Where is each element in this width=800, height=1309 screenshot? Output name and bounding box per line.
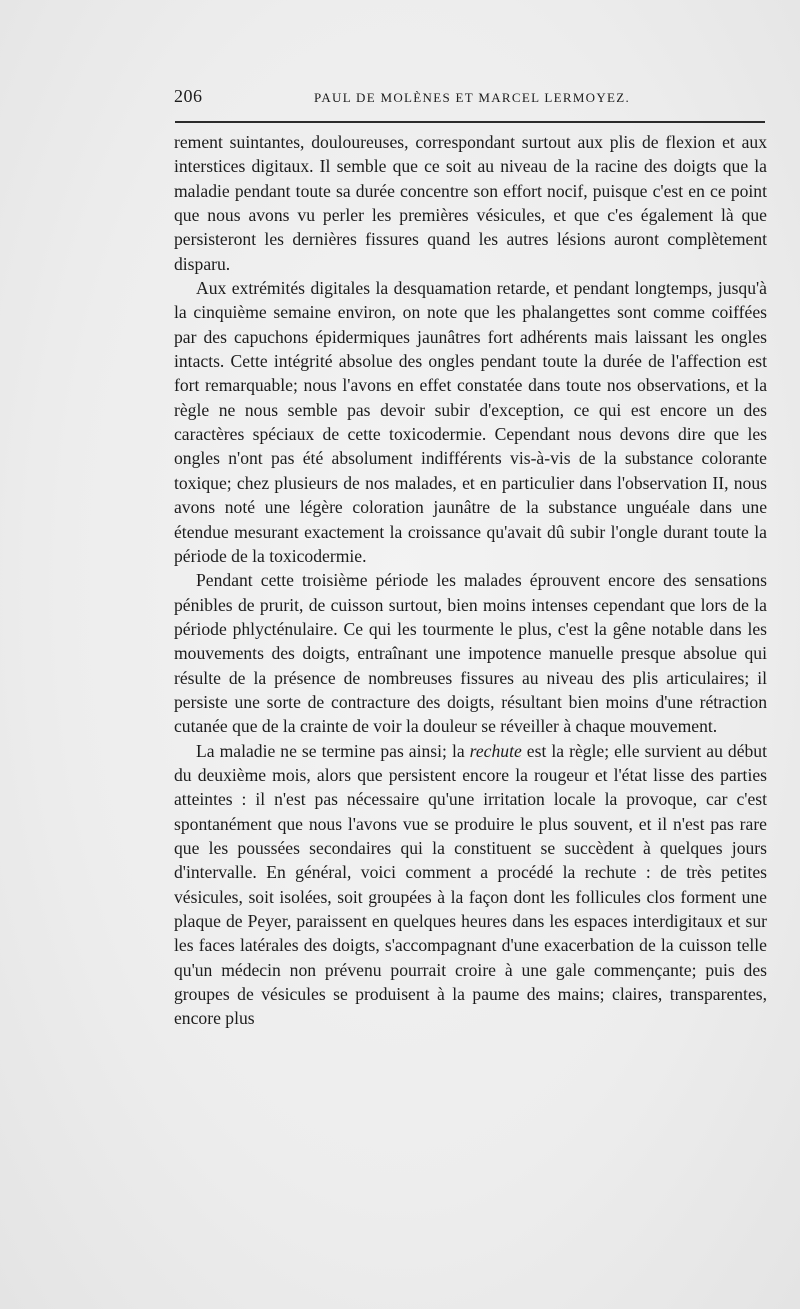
paragraph-desquamation: Aux extrémités digitales la desquamation retarde, et pendant longtemps, jusqu'à la cinquième semaine environ, on note que les phalangettes sont comme coiffées par des capuchons épidermiques jaunâtres fort adhérents mais laissant les ongles intacts. Cette intégrité absolue des ongles pendant toute la durée de l'affection est fort remarquable; nous l'avons en effet constatée dans toute nos observations, et la règle ne nous semble pas devoir subir d'exception, ce qui est encore un des caractères spéciaux de cette toxicodermie. Cependant nous devons dire que les ongles n'ont pas été absolument indifférents vis-à-vis de la substance colorante toxique; chez plusieurs de nos malades, et en particulier dans l'observation II, nous avons noté une légère coloration jaunâtre de la substance unguéale dans une étendue mesurant exactement la croissance qu'avait dû subir l'ongle durant toute la période de la toxicodermie.	[174, 278, 767, 566]
emphasis-rechute: rechute	[469, 740, 522, 761]
paragraph-relapse-text-after: est la règle; elle survient au début du deuxième mois, alors que persistent encore la rougeur et l'état lisse des parties atteintes : il n'est pas nécessaire qu'une irritation locale la provoque, car c'est spontanément que nous l'avons vue se produire le plus souvent, et il n'est pas rare que les poussées secondaires qui la constituent se succèdent à quelques jours d'intervalle. En général, voici comment a procédé la rechute : de très petites vésicules, soit isolées, soit groupées à la façon dont les follicules clos forment une plaque de Peyer, paraissent en quelques heures dans les espaces interdigitaux et sur les faces latérales des doigts, s'accompagnant d'une exacerbation de la cuisson telle qu'un médecin non prévenu pourrait croire à une gale commençante; puis des groupes de vésicules se produisent à la paume des mains; claires, transparentes, encore plus	[174, 740, 767, 1029]
page-header	[174, 86, 766, 112]
body-text	[174, 130, 767, 1031]
header-rule	[175, 121, 765, 123]
page-number: 206	[174, 86, 203, 106]
paragraph-relapse	[174, 739, 767, 1031]
paragraph-third-period: Pendant cette troisième période les malades éprouvent encore des sensations pénibles de prurit, de cuisson surtout, bien moins intenses cependant que lors de la période phlycténulaire. Ce qui les tourmente le plus, c'est la gêne notable dans les mouvements des doigts, entraînant une impotence manuelle presque absolue qui résulte de la présence de nombreuses fissures au niveau des plis articulaires; il persiste une sorte de contracture des doigts, résultant bien moins d'une rétraction cutanée que de la crainte de voir la douleur se réveiller à chaque mouvement.	[174, 570, 767, 737]
paragraph-continuation: rement suintantes, douloureuses, correspondant surtout aux plis de flexion et aux interstices digitaux. Il semble que ce soit au niveau de la racine des doigts que la maladie pendant toute sa durée concentre son effort nocif, puisque c'est en ce point que nous avons vu perler les premières vésicules, et que c'es également là que persisteront les dernières fissures quand les autres lésions auront complètement disparu.	[174, 132, 767, 274]
paragraph-relapse-text-before: La maladie ne se termine pas ainsi; la	[196, 740, 470, 761]
running-head: PAUL DE MOLÈNES ET MARCEL LERMOYEZ.	[314, 90, 631, 105]
